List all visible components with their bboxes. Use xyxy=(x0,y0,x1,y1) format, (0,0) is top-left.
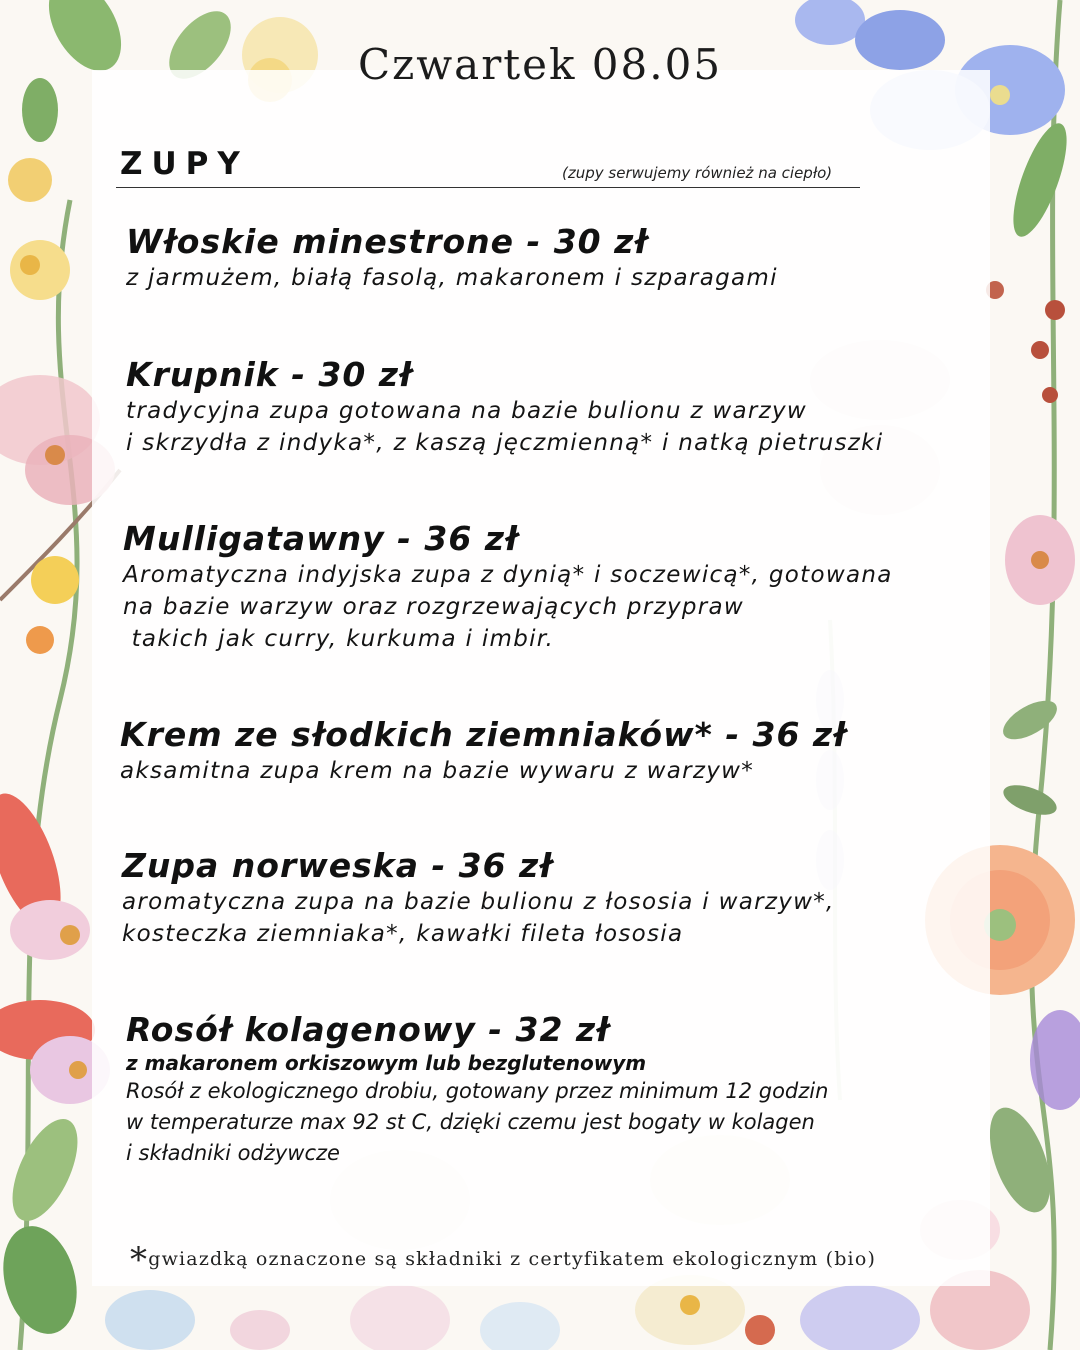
menu-item-subtitle: z makaronem orkiszowym lub bezglutenowym xyxy=(126,1051,647,1075)
menu-item xyxy=(120,715,847,787)
section-heading: ZUPY xyxy=(120,146,249,182)
menu-item-name: Rosół kolagenowy - 32 zł xyxy=(126,1010,610,1049)
section-divider xyxy=(116,187,860,188)
menu-item xyxy=(122,846,835,950)
footnote xyxy=(130,1240,876,1280)
menu-item-name: Zupa norweska - 36 zł xyxy=(122,846,553,885)
menu-item xyxy=(126,1010,828,1169)
menu-item-description: Rosół z ekologicznego drobiu, gotowany przez minimum 12 godzin w temperaturze max 92 st C, dzięki czemu jest bogaty w kolagen i składniki odżywcze xyxy=(126,1079,829,1165)
menu-item-description: aksamitna zupa krem na bazie wywaru z warzyw* xyxy=(120,758,755,784)
menu-item xyxy=(126,355,883,459)
menu-item xyxy=(126,222,778,294)
footnote-text: gwiazdką oznaczone są składniki z certyfikatem ekologicznym (bio) xyxy=(148,1248,877,1270)
menu-item-description: Aromatyczna indyjska zupa z dynią* i soczewicą*, gotowana na bazie warzyw oraz rozgrzewających przypraw takich jak curry, kurkuma i imbir. xyxy=(123,562,893,652)
menu-item-description: tradycyjna zupa gotowana na bazie bulionu z warzyw i skrzydła z indyka*, z kaszą jęczmienną* i natką pietruszki xyxy=(126,398,884,456)
menu-item-name: Włoskie minestrone - 30 zł xyxy=(126,222,648,261)
asterisk-icon: * xyxy=(130,1240,149,1280)
menu-item-description: z jarmużem, białą fasolą, makaronem i szparagami xyxy=(126,265,778,291)
page-title: Czwartek 08.05 xyxy=(357,40,723,89)
menu-item-name: Krupnik - 30 zł xyxy=(126,355,413,394)
menu-item-description: aromatyczna zupa na bazie bulionu z łososia i warzyw*, kosteczka ziemniaka*, kawałki fileta łososia xyxy=(122,889,835,947)
menu-item-name: Krem ze słodkich ziemniaków* - 36 zł xyxy=(120,715,847,754)
menu-item xyxy=(123,519,893,655)
menu-item-name: Mulligatawny - 36 zł xyxy=(123,519,519,558)
section-note: (zupy serwujemy również na ciepło) xyxy=(562,164,833,182)
